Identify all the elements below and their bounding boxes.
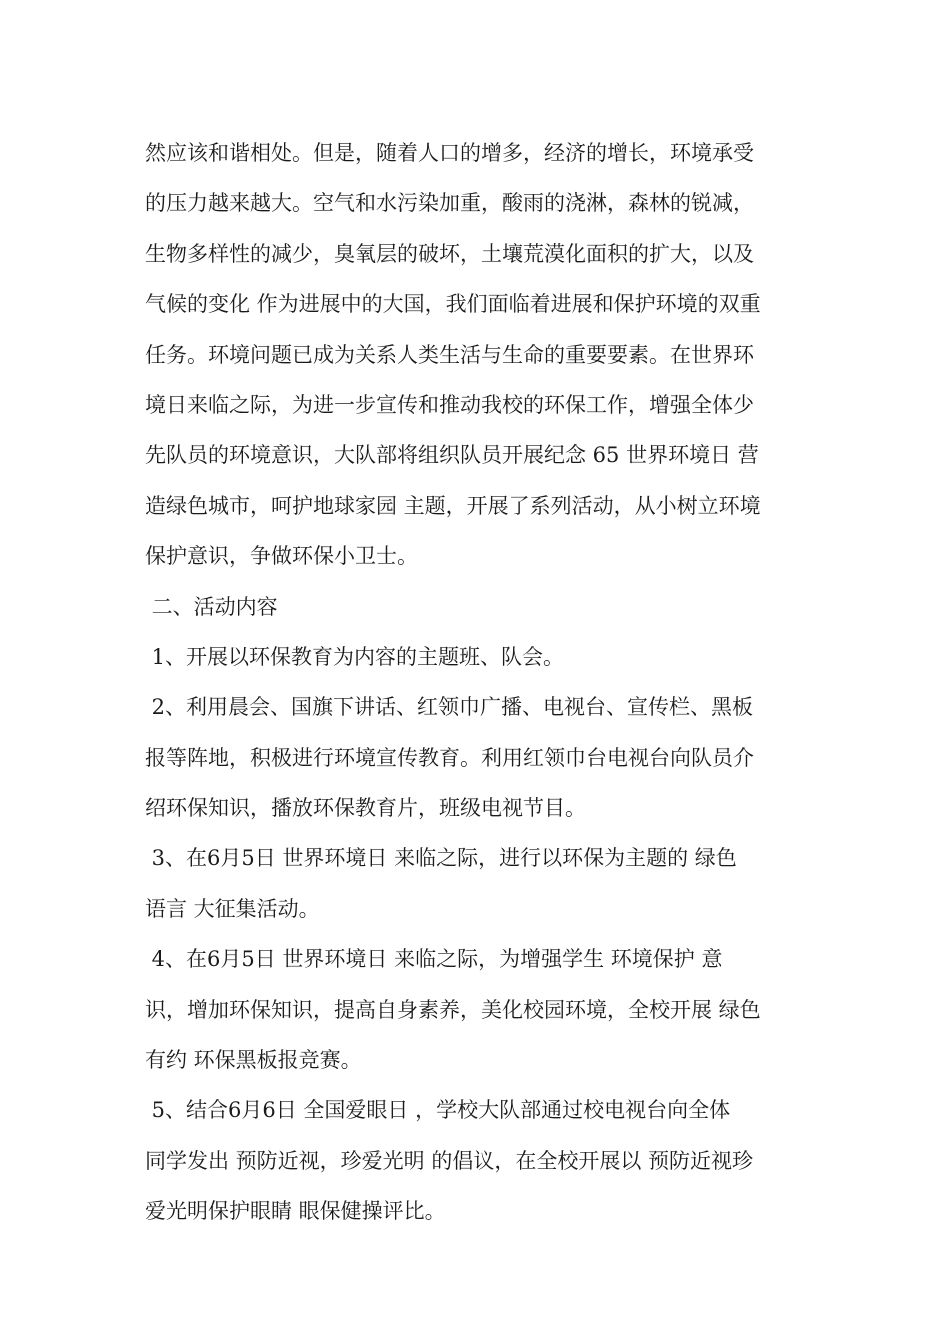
document-body [145, 128, 825, 1237]
text-line: 报等阵地，积极进行环境宣传教育。利用红领巾台电视台向队员介 [145, 745, 754, 770]
text-line: 的压力越来越大。空气和水污染加重，酸雨的浇淋，森林的锐减， [145, 191, 754, 216]
text-line: 气候的变化 作为进展中的大国，我们面临着进展和保护环境的双重 [145, 292, 761, 317]
text-line: 然应该和谐相处。但是，随着人口的增多，经济的增长，环境承受 [145, 141, 754, 165]
text-line: 绍环保知识，播放环保教育片，班级电视节目。 [145, 796, 586, 821]
text-line: 生物多样性的减少，臭氧层的破坏，土壤荒漠化面积的扩大，以及 [145, 241, 754, 266]
list-item: 1、开展以环保教育为内容的主题班、队会。 [145, 644, 565, 669]
text-line: 造绿色城市，呵护地球家园 主题，开展了系列活动，从小树立环境 [145, 493, 761, 518]
section-heading: 二、活动内容 [145, 594, 278, 619]
text-line: 识，增加环保知识，提高自身素养，美化校园环境，全校开展 绿色 [145, 997, 761, 1022]
list-item: 4、在6月5日 世界环境日 来临之际，为增强学生 环境保护 意 [145, 947, 723, 972]
text-line: 保护意识，争做环保小卫士。 [145, 544, 418, 569]
list-item: 5、结合6月6日 全国爱眼日 ，学校大队部通过校电视台向全体 [145, 1098, 731, 1123]
list-item: 3、在6月5日 世界环境日 来临之际，进行以环保为主题的 绿色 [145, 846, 737, 871]
text-line: 语言 大征集活动。 [145, 896, 320, 921]
text-line: 爱光明保护眼睛 眼保健操评比。 [145, 1199, 446, 1224]
text-line: 有约 环保黑板报竞赛。 [145, 1048, 362, 1073]
text-line: 先队员的环境意识，大队部将组织队员开展纪念 65 世界环境日 营 [145, 443, 759, 468]
text-line: 同学发出 预防近视，珍爱光明 的倡议，在全校开展以 预防近视珍 [145, 1148, 754, 1173]
text-line: 任务。环境问题已成为关系人类生活与生命的重要要素。在世界环 [145, 342, 754, 367]
list-item: 2、利用晨会、国旗下讲话、红领巾广播、电视台、宣传栏、黑板 [145, 695, 754, 720]
text-line: 境日来临之际，为进一步宣传和推动我校的环保工作，增强全体少 [145, 392, 754, 417]
